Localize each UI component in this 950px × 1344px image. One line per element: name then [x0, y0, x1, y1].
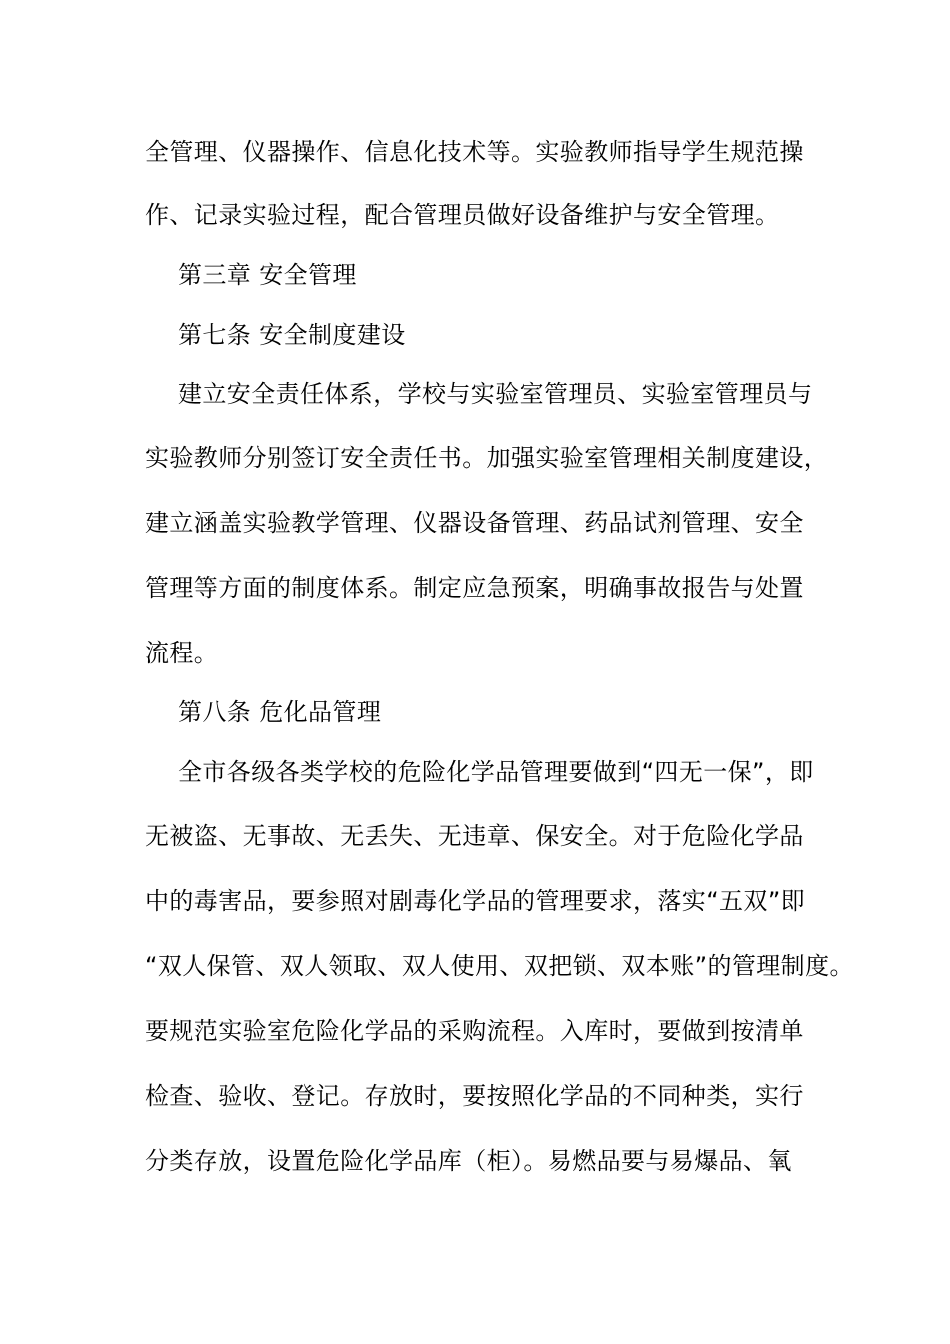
chapter-heading: 第三章 安全管理 — [178, 261, 357, 289]
body-line-5: 建立涵盖实验教学管理、仪器设备管理、药品试剂管理、安全 — [145, 509, 804, 537]
body-line-8: 全市各级各类学校的危险化学品管理要做到“四无一保”，即 — [178, 758, 814, 786]
body-line-11: “双人保管、双人领取、双人使用、双把锁、双本账”的管理制度。 — [145, 952, 854, 980]
body-line-7: 流程。 — [145, 639, 219, 667]
body-line-2: 作、记录实验过程，配合管理员做好设备维护与安全管理。 — [145, 201, 780, 229]
body-line-10: 中的毒害品，要参照对剧毒化学品的管理要求，落实“五双”即 — [145, 887, 806, 915]
body-line-13: 检查、验收、登记。存放时，要按照化学品的不同种类，实行 — [145, 1082, 804, 1110]
body-line-9: 无被盗、无事故、无丢失、无违章、保安全。对于危险化学品 — [145, 822, 804, 850]
article-heading-8: 第八条 危化品管理 — [178, 698, 382, 726]
body-line-6: 管理等方面的制度体系。制定应急预案，明确事故报告与处置 — [145, 574, 804, 602]
body-line-1: 全管理、仪器操作、信息化技术等。实验教师指导学生规范操 — [145, 138, 804, 166]
article-heading-7: 第七条 安全制度建设 — [178, 321, 406, 349]
body-line-3: 建立安全责任体系，学校与实验室管理员、实验室管理员与 — [178, 380, 813, 408]
body-line-12: 要规范实验室危险化学品的采购流程。入库时，要做到按清单 — [145, 1017, 804, 1045]
body-line-14: 分类存放，设置危险化学品库（柜）。易燃品要与易爆品、氧 — [145, 1147, 792, 1175]
body-line-4: 实验教师分别签订安全责任书。加强实验室管理相关制度建设， — [145, 444, 829, 472]
